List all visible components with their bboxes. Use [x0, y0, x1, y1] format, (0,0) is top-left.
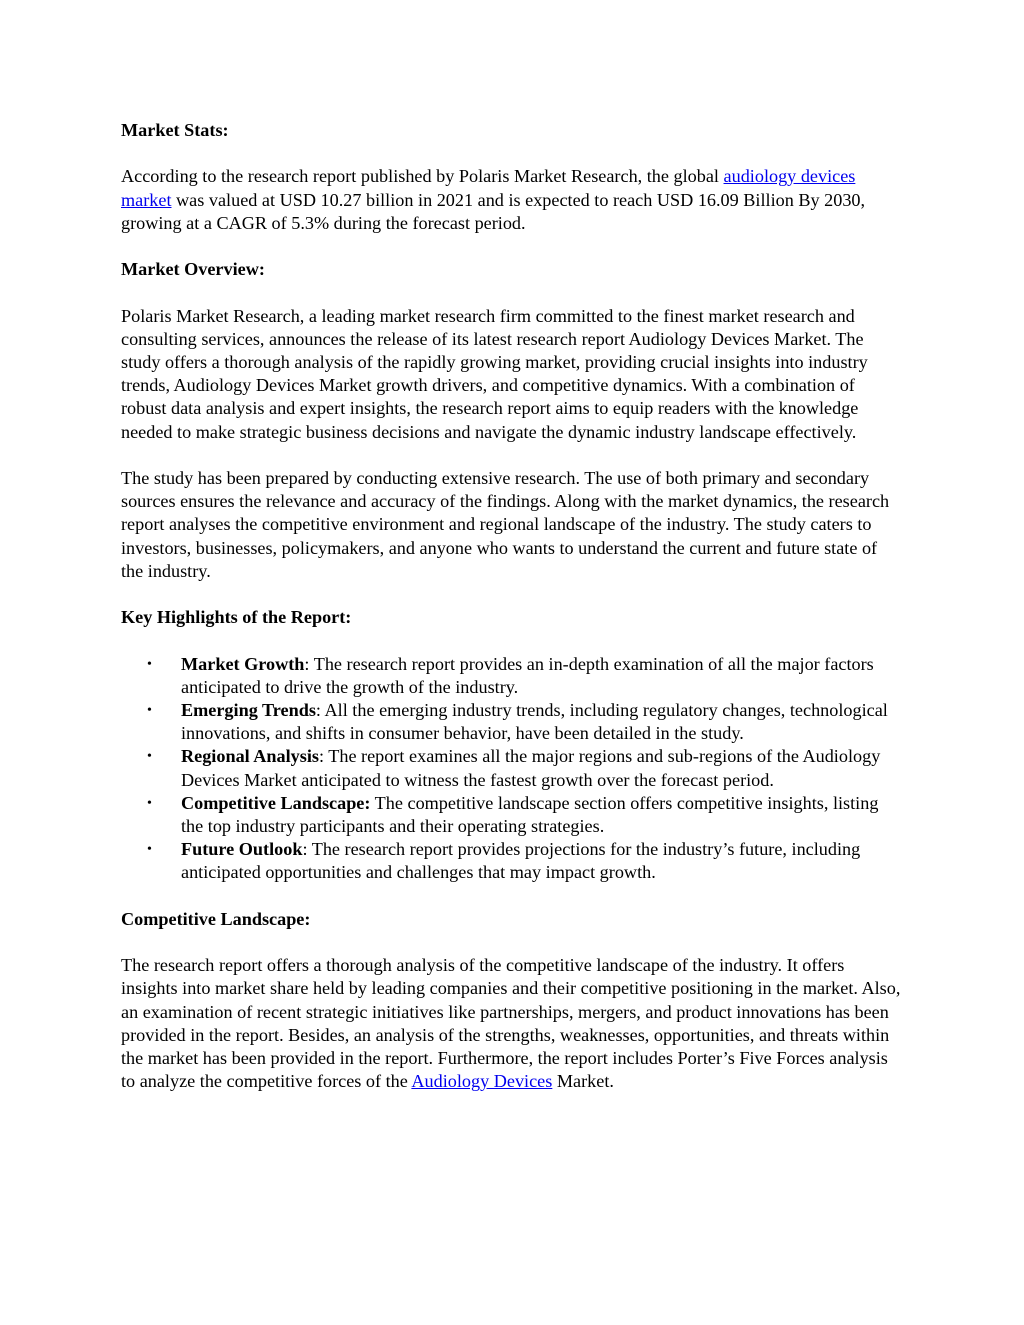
competitive-landscape-text-after: Market.: [552, 1071, 614, 1092]
bullet-icon: •: [147, 749, 152, 765]
market-stats-paragraph: [121, 165, 903, 235]
list-item: [147, 745, 903, 791]
highlight-title: Regional Analysis: [181, 746, 319, 767]
highlight-text: All the emerging industry trends, including regulatory changes, technological innovations, and shifts in consumer behavior, have been detailed in the study.: [181, 699, 888, 744]
key-highlights-heading: Key Highlights of the Report:: [121, 607, 352, 628]
list-item: [147, 792, 903, 838]
audiology-devices-market-link[interactable]: audiology devices market: [121, 166, 856, 210]
market-overview-paragraph-1: Polaris Market Research, a leading market research firm committed to the finest market research and consulting services, announces the release of its latest research report Audiology Devices Market. The study offers a thorough analysis of the rapidly growing market, providing crucial insights into industry trends, Audiology Devices Market growth drivers, and competitive dynamics. With a combination of robust data analysis and expert insights, the research report aims to equip readers with the knowledge needed to make strategic business decisions and navigate the dynamic industry landscape effectively.: [121, 305, 868, 442]
market-stats-heading: Market Stats:: [121, 120, 229, 140]
list-item: [147, 838, 903, 884]
competitive-landscape-text-before: The research report offers a thorough analysis of the competitive landscape of the industry. It offers insights into market share held by leading companies and their competitive positioning in the market. Also, an examination of recent strategic initiatives like partnerships, mergers, and product innovations has been provided in the report. Besides, an analysis of the strengths, weaknesses, opportunities, and threats within the market has been provided in the report. Furthermore, the report includes Porter’s Five Forces analysis to analyze the competitive forces of the: [121, 955, 901, 1092]
highlight-text: The report examines all the major regions and sub-regions of the Audiology Devices Market anticipated to witness the fastest growth over the forecast period.: [181, 746, 881, 790]
highlight-separator: :: [315, 699, 325, 720]
highlight-text: The competitive landscape section offers competitive insights, listing the top industry participants and their operating strategies.: [181, 792, 879, 836]
document-page: [121, 119, 903, 1117]
list-item: [147, 653, 903, 699]
highlight-text: The research report provides an in-depth examination of all the major factors anticipated to drive the growth of the industry.: [181, 653, 874, 697]
highlight-title: Emerging Trends: [181, 699, 316, 720]
competitive-landscape-heading: Competitive Landscape:: [121, 908, 311, 929]
bullet-icon: •: [147, 656, 152, 672]
highlight-separator: :: [304, 653, 314, 674]
list-item: [147, 699, 903, 745]
highlight-separator: :: [318, 746, 329, 767]
key-highlights-list: [121, 653, 903, 885]
bullet-icon: •: [147, 795, 152, 811]
bullet-icon: •: [147, 842, 152, 858]
market-stats-text-before: According to the research report published by Polaris Market Research, the global: [121, 166, 724, 187]
highlight-title: Future Outlook: [181, 839, 303, 860]
market-overview-heading: Market Overview:: [121, 259, 265, 280]
bullet-icon: •: [147, 702, 152, 718]
highlight-title: Competitive Landscape:: [181, 792, 371, 813]
highlight-separator: :: [302, 839, 312, 860]
highlight-title: Market Growth: [181, 653, 305, 674]
market-stats-text-after: was valued at USD 10.27 billion in 2021 and is expected to reach USD 16.09 Billion By 2030, growing at a CAGR of 5.3% during the forecast period.: [121, 189, 866, 233]
market-overview-paragraph-2: The study has been prepared by conducting extensive research. The use of both primary and secondary sources ensures the relevance and accuracy of the findings. Along with the market dynamics, the research report analyses the competitive environment and regional landscape of the industry. The study caters to investors, businesses, policymakers, and anyone who wants to understand the current and future state of the industry.: [121, 467, 890, 581]
competitive-landscape-paragraph: [121, 954, 903, 1093]
highlight-text: The research report provides projections for the industry’s future, including anticipated opportunities and challenges that may impact growth.: [181, 839, 861, 883]
audiology-devices-link[interactable]: Audiology Devices: [411, 1071, 553, 1092]
